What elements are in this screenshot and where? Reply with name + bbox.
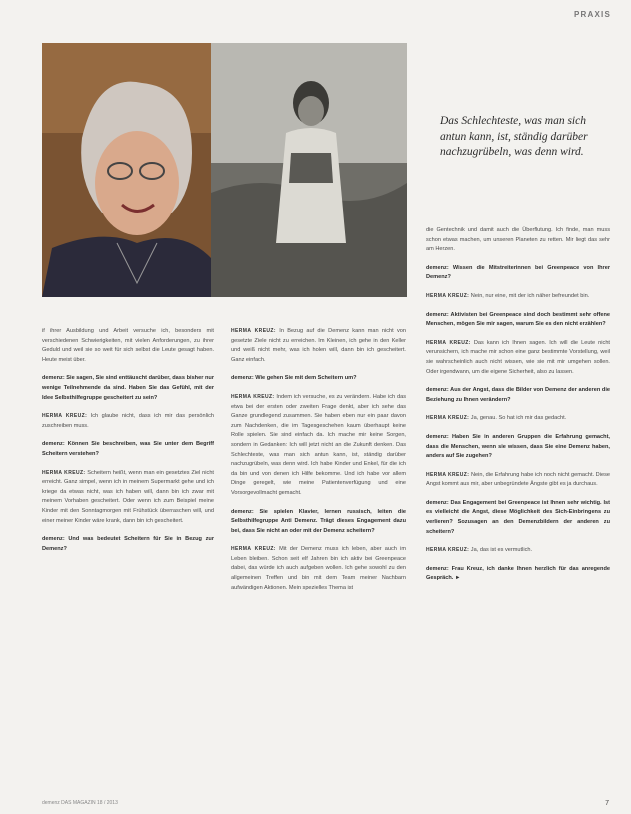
paragraph: if ihrer Ausbildung und Arbeit versuche ich, besonders mit verschiedenen Schwierigkeiten, mit vielen Anforderungen, zu ihrer Geduld und weil sie so weit für sich selbst die Leute gesagt haben. Heute meist über. — [42, 328, 214, 363]
answer-text: Ja, genau. So hat ich mir das gedacht. — [470, 415, 567, 422]
question: demenz: Haben Sie in anderen Gruppen die Erfahrung gemacht, dass die Menschen, wenn sie wissen, dass Sie eine Demenz haben, anders auf Sie zugehen? — [426, 433, 610, 460]
speaker-label: HERMA KREUZ: — [426, 471, 470, 478]
speaker-label: HERMA KREUZ: — [231, 328, 276, 334]
speaker-label: HERMA KREUZ: — [42, 413, 88, 420]
paragraph: die Gentechnik und damit auch die Überflutung. Ich finde, man muss schon etwas machen, um unseren Planeten zu retten. Mir liegt das sehr am Herzen. — [426, 227, 610, 253]
speaker-label: HERMA KREUZ: — [426, 339, 471, 346]
answer — [231, 327, 406, 365]
answer-text: Scheitern heißt, wenn man ein gesetztes Ziel nicht erreicht. Ganz simpel, wenn ich in meinem Supermarkt gehe und ich kriege da etwas nicht, was ich haben will, dann bin ich zwar mit meinem Vorhaben gescheitert. Oder wenn ich zum Beispiel meine Kinder mit den Sonntagmorgen mit Frühstück überraschen will, und einer meiner Kinder wäre krank, dann bin ich gescheitert. — [42, 469, 214, 524]
answer-text: Ja, das ist es vermutlich. — [470, 547, 533, 554]
answer-text: Nein, die Erfahrung habe ich noch nicht gemacht. Diese Angst kommt aus mir, aber unbegründete Ängste gibt es ja durchaus. — [426, 471, 610, 488]
speaker-label: HERMA KREUZ: — [231, 546, 276, 553]
answer-text: Indem ich versuche, es zu verändern. Habe ich das etwa bei der ersten oder zweiten Frage denkt, aber ich sehe das Ganze grundlegend zusammen. Sie haben eben nur ein paar davon zum Nachdenken, die im Tagesgeschehen kaum überhaupt keine Rolle spielen. Sie sind einfach da. Ich mache mir keine Sorgen, sondern in Gedanken: Ich will jetzt nicht an die Zukunft denken. Das Schlechteste, was man sich antun kann, ist, ständig darüber nachzugrübeln, was denn wird. Ich habe Kinder und Enkel, für die ich da bin und von denen ich Hilfe bekomme. Und ich habe vor allem Dinge geregelt, wie meine Patientenverfügung und eine Vorsorgevollmacht gemacht. — [231, 393, 406, 496]
question: demenz: Können Sie beschreiben, was Sie unter dem Begriff Scheitern verstehen? — [42, 441, 214, 457]
question: demenz: Aus der Angst, dass die Bilder von Demenz der anderen die Beziehung zu Ihnen verändern? — [426, 387, 610, 403]
section-label: PRAXIS — [574, 10, 611, 19]
speaker-label: HERMA KREUZ: — [42, 469, 86, 476]
question: demenz: Aktivisten bei Greenpeace sind doch bestimmt sehr offene Menschen, mögen Sie mir sagen, warum Sie es den nicht erzählen? — [426, 311, 610, 328]
pull-quote: Das Schlechteste, was man sich antun kann, ist, ständig darüber nachzugrübeln, was denn wird. — [440, 115, 588, 158]
archive-photo — [211, 43, 407, 297]
question: demenz: Das Engagement bei Greenpeace ist Ihnen sehr wichtig. Ist es vielleicht die Angst, diese Möglichkeit des Sich-Einbringens zu verlieren? Sozusagen an den Demenzbildern der anderen zu scheitern? — [426, 499, 610, 535]
speaker-label: HERMA KREUZ: — [231, 393, 275, 400]
answer-text: Nein, nur eine, mit der ich näher befreundet bin. — [470, 292, 590, 299]
journal-footer: demenz DAS MAGAZIN 18 / 2013 — [42, 800, 118, 806]
page-number: 7 — [605, 800, 609, 807]
answer-text: Das kann ich Ihnen sagen. Ich will die Leute nicht verunsichern, ich mache mir schon eine ganz bestimmte Vorstellung, weil sie wahrscheinlich auch nicht wissen, wie sie mit mir umgehen sollen. Oder irgendwann, um die eigene Sicherheit, also zu lassen. — [426, 339, 610, 375]
speaker-label: HERMA KREUZ: — [426, 292, 470, 299]
answer — [42, 469, 214, 527]
question: demenz: Sie sagen, Sie sind enttäuscht darüber, dass bisher nur wenige Teilnehmende da sind. Haben Sie das Gefühl, mit der Idee Selbsthilfegruppe gescheitert zu sein? — [42, 375, 214, 401]
speaker-label: HERMA KREUZ: — [426, 415, 470, 422]
answer — [426, 292, 610, 302]
answer-text: Mit der Demenz muss ich leben, aber auch im Leben bleiben. Schon seit elf Jahren bin ich aktiv bei Greenpeace dabei, das würde ich auch aufgeben wollen. Ich gehe sowohl zu den allgemeinen Treffen und bin mit dem Team meiner Nachbarn aufwändigen Aktionen. Mein spezielles Thema ist — [231, 546, 406, 591]
text-column-3 — [426, 226, 610, 593]
answer — [426, 546, 610, 556]
answer — [231, 393, 406, 499]
question: demenz: Wie gehen Sie mit dem Scheitern um? — [231, 375, 357, 382]
question: demenz: Wissen die Mitstreiterinnen bei Greenpeace von Ihrer Demenz? — [426, 264, 610, 281]
end-mark-icon: ► — [454, 575, 461, 582]
question: demenz: Und was bedeutet Scheitern für Sie in Bezug zur Demenz? — [42, 536, 214, 552]
answer — [231, 545, 406, 593]
answer — [426, 471, 610, 490]
answer — [426, 414, 610, 424]
answer-text: Ich glaube nicht, dass ich mir das persönlich zuschreiben muss. — [42, 413, 214, 429]
closing-text: demenz: Frau Kreuz, ich danke Ihnen herzlich für das anregende Gespräch. — [426, 565, 610, 582]
text-column-1 — [42, 327, 214, 563]
answer-text: In Bezug auf die Demenz kann man nicht von gesetzte Ziele nicht zu erreichen. Im Kleinen, ich gehe in den Keller und weiß nicht mehr, was ich holen will, dann bin ich gescheitert. Ganz einfach. — [231, 328, 407, 363]
text-column-2 — [231, 327, 406, 602]
speaker-label: HERMA KREUZ: — [426, 547, 470, 554]
answer — [426, 339, 610, 377]
question: demenz: Sie spielen Klavier, lernen russisch, leiten die Selbsthilfegruppe Anti Demenz. Trägt dieses Engagement dazu bei, dass Sie nicht an oder mit der Demenz scheitern? — [231, 508, 406, 534]
portrait-photo — [42, 43, 211, 297]
answer — [42, 412, 214, 431]
question — [426, 565, 610, 584]
